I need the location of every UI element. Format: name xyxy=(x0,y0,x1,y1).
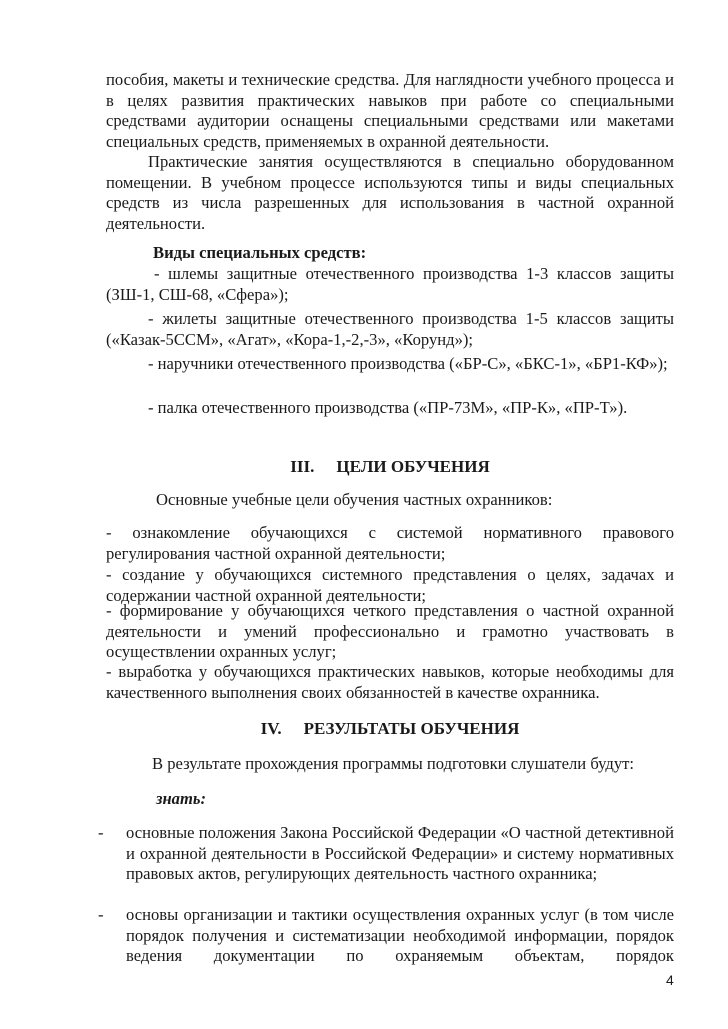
section-title: РЕЗУЛЬТАТЫ ОБУЧЕНИЯ xyxy=(303,719,520,738)
section-heading-results xyxy=(106,719,674,740)
special-means-item: - палка отечественного производства («ПР-73М», «ПР-К», «ПР-Т»). xyxy=(148,398,628,417)
goals-lead: Основные учебные цели обучения частных охранников: xyxy=(156,490,553,509)
special-means-item: - жилеты защитные отечественного производства 1-5 классов защиты («Казак-5ССМ», «Агат», «Кора-1,-2,-3», «Корунд»); xyxy=(106,309,674,349)
goal-item: - формирование у обучающихся четкого представления о частной охранной деятельности и умений профессионально и грамотно участвовать в осуществлении охранных услуг; xyxy=(106,601,674,662)
section-number: III. xyxy=(290,457,315,476)
results-lead: В результате прохождения программы подготовки слушатели будут: xyxy=(152,754,635,773)
section-number: IV. xyxy=(260,719,282,738)
goal-item: - выработка у обучающихся практических навыков, которые необходимы для качественного выполнения своих обязанностей в качестве охранника. xyxy=(106,662,674,702)
result-item xyxy=(98,823,674,885)
result-item xyxy=(98,905,674,967)
goal-item: - ознакомление обучающихся с системой нормативного правового регулирования частной охранной деятельности; xyxy=(106,523,674,563)
special-means-item: - шлемы защитные отечественного производства 1-3 классов защиты (ЗШ-1, СШ-68, «Сфера»); xyxy=(106,264,674,304)
practical-paragraph: Практические занятия осуществляются в специально оборудованном помещении. В учебном процессе используются типы и виды специальных средств из числа разрешенных для использования в частной охранной деятельности. xyxy=(106,152,674,233)
goal-item: - создание у обучающихся системного представления о целях, задачах и содержании частной охранной деятельности; xyxy=(106,565,674,605)
list-dash: - xyxy=(98,905,104,924)
result-item-text: основные положения Закона Российской Федерации «О частной детективной и охранной деятельности в Российской Федерации» и систему нормативных правовых актов, регулирующих деятельность частного охранника; xyxy=(126,823,674,884)
special-means-item: - наручники отечественного производства («БР-С», «БКС-1», «БР1-КФ»); xyxy=(148,354,668,373)
intro-paragraph: пособия, макеты и технические средства. Для наглядности учебного процесса и в целях развития практических навыков при работе со специальными средствами аудитории оснащены специальными средствами или макетами специальных средств, применяемых в охранной деятельности. xyxy=(106,70,674,151)
section-heading-goals xyxy=(106,457,674,478)
result-item-text: основы организации и тактики осуществления охранных услуг (в том числе порядок получения и систематизации необходимой информации, порядок ведения документации по охраняемым объектам, порядок xyxy=(126,905,674,966)
know-label: знать: xyxy=(156,789,207,808)
page-number: 4 xyxy=(666,972,674,988)
section-title: ЦЕЛИ ОБУЧЕНИЯ xyxy=(336,457,490,476)
list-dash: - xyxy=(98,823,104,842)
special-means-title: Виды специальных средств: xyxy=(153,243,367,262)
